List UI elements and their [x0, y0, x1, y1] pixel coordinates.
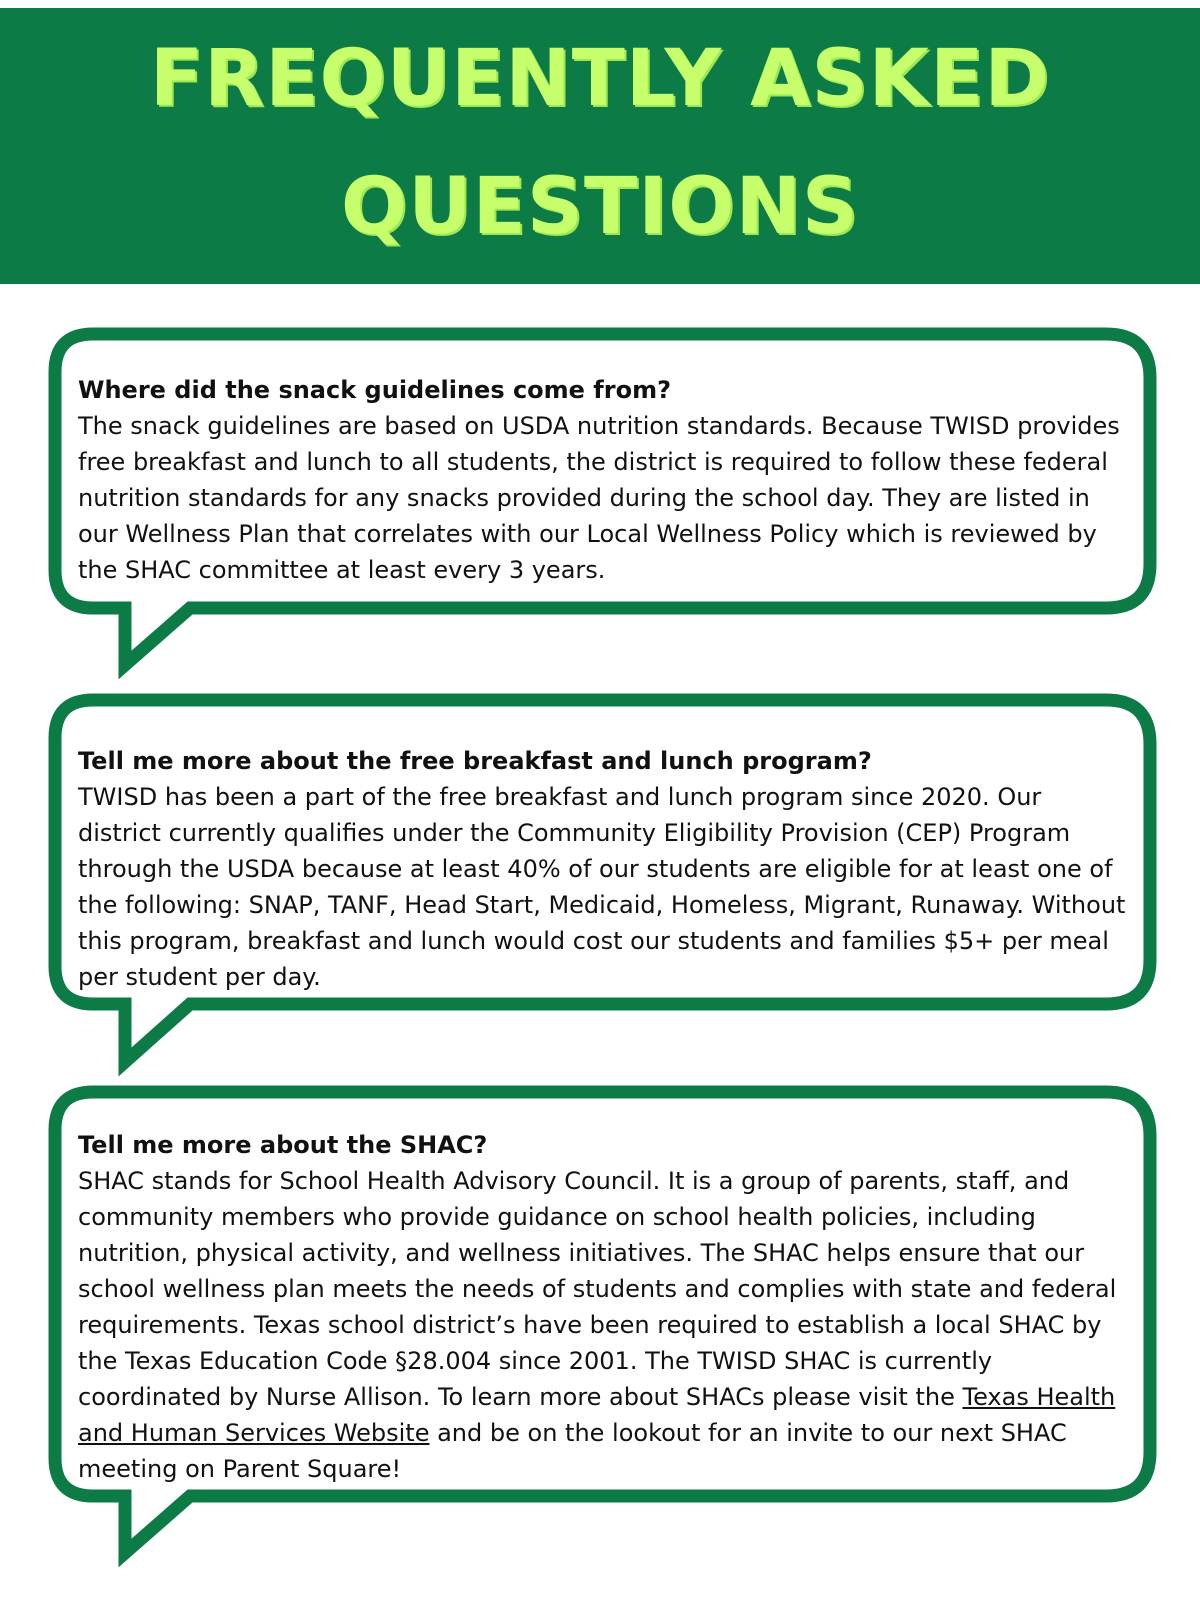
faq-question: Where did the snack guidelines come from?	[78, 376, 672, 404]
faq-answer: TWISD has been a part of the free breakfast and lunch program since 2020. Our district currently qualifies under the Community Eligibility Provision (CEP) Program through the USDA because at least 40% of our students are eligible for at least one of the following: SNAP, TANF, Head Start, Medicaid, Homeless, Migrant, Runaway. Without this program, breakfast and lunch would cost our students and families $5+ per meal per student per day.	[78, 783, 1126, 991]
texas-hhs-website-link[interactable]: Texas Health and Human Services Website	[78, 1383, 1116, 1447]
faq-item-breakfast-lunch	[78, 743, 1128, 995]
page-title-line-1: FREQUENTLY ASKED	[149, 34, 1051, 124]
faq-answer	[78, 1163, 1128, 1487]
faq-answer: The snack guidelines are based on USDA nutrition standards. Because TWISD provides free breakfast and lunch to all students, the district is required to follow these federal nutrition standards for any snacks provided during the school day. They are listed in our Wellness Plan that correlates with our Local Wellness Policy which is reviewed by the SHAC committee at least every 3 years.	[78, 412, 1120, 584]
faq-item-snack-guidelines	[78, 372, 1128, 588]
faq-item-shac	[78, 1127, 1128, 1487]
faq-question: Tell me more about the SHAC?	[78, 1131, 488, 1159]
faq-answer-part-2: and be on the lookout for an invite to our next SHAC meeting on Parent Square!	[78, 1419, 1067, 1483]
faq-answer-part-1: SHAC stands for School Health Advisory Council. It is a group of parents, staff, and community members who provide guidance on school health policies, including nutrition, physical activity, and wellness initiatives. The SHAC helps ensure that our school wellness plan meets the needs of students and complies with state and federal requirements. Texas school district’s have been required to establish a local SHAC by the Texas Education Code §28.004 since 2001. The TWISD SHAC is currently coordinated by Nurse Allison. To learn more about SHACs please visit the	[78, 1167, 1117, 1411]
faq-question: Tell me more about the free breakfast and lunch program?	[78, 747, 872, 775]
page-title-line-2: QUESTIONS	[340, 162, 860, 252]
